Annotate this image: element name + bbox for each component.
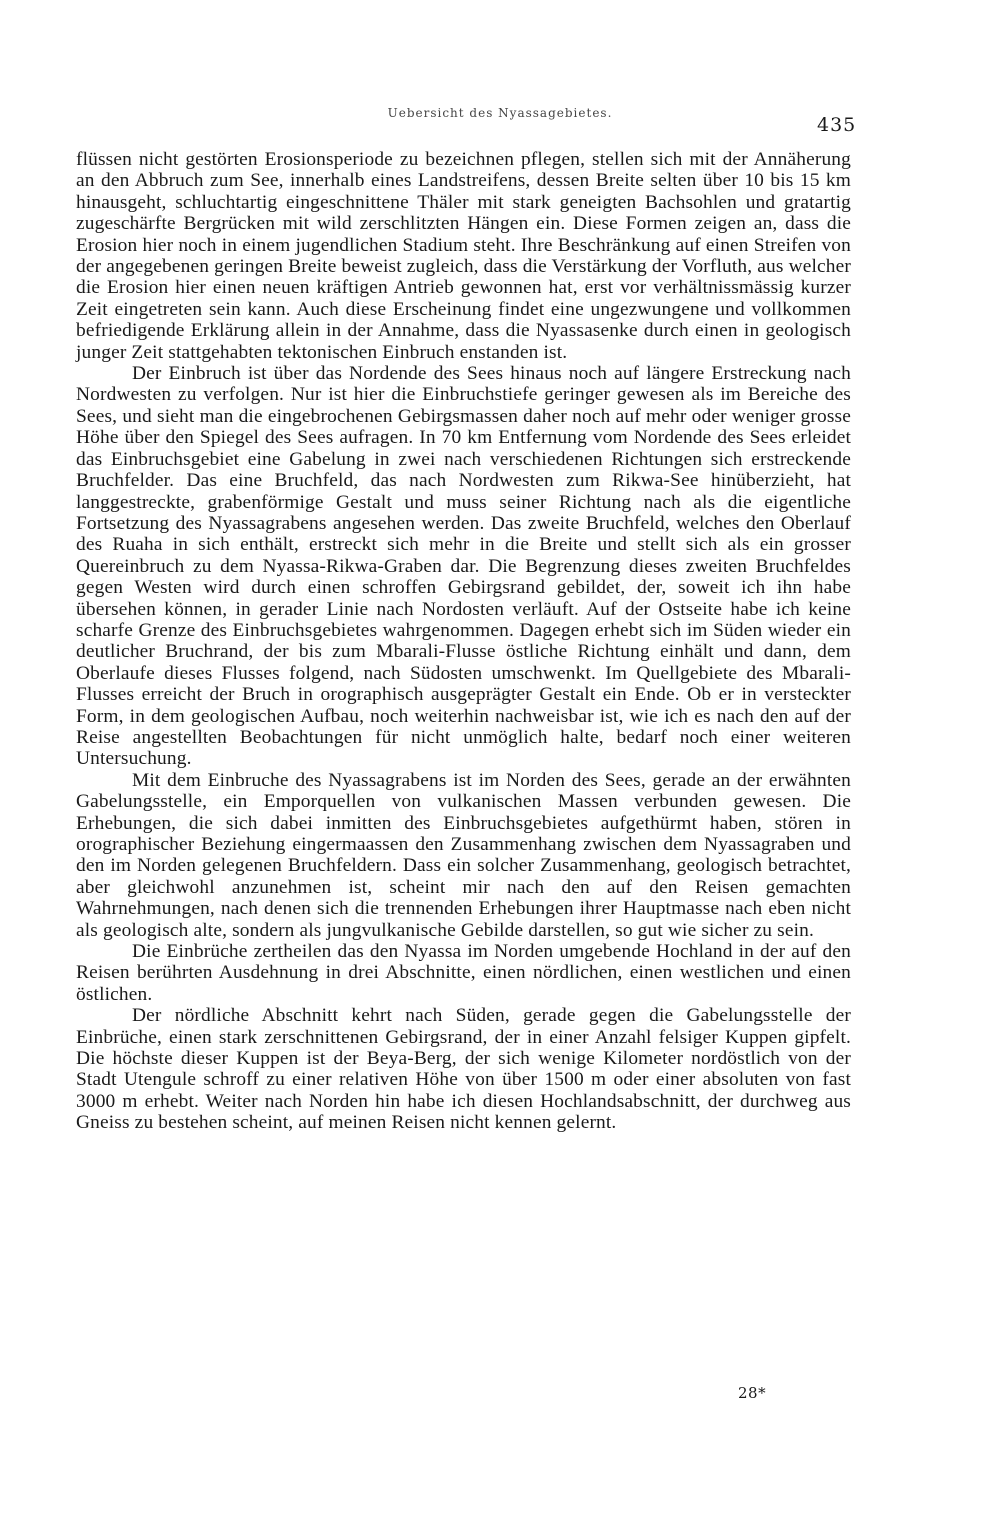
paragraph: Der nördliche Abschnitt kehrt nach Süden, gerade gegen die Gabelungsstelle der Einbrüche, einen stark zerschnittenen Gebirgsrand, der in einer Anzahl felsiger Kuppen gipfelt. Die höchste dieser Kuppen ist der Beya-Berg, der sich wenige Kilometer nordöstlich von der Stadt Utengule schroff zu einer relativen Höhe von über 1500 m oder einer absoluten von fast 3000 m erhebt. Weiter nach Norden hin habe ich diesen Hochlandsabschnitt, der durchweg aus Gneiss zu bestehen scheint, auf meinen Reisen nicht kennen gelernt.: [76, 1005, 851, 1134]
page-number: 435: [817, 114, 857, 136]
running-title: Uebersicht des Nyassagebietes.: [387, 106, 613, 120]
paragraph: Die Einbrüche zertheilen das den Nyassa im Norden umgebende Hochland in der auf den Reisen berührten Ausdehnung in drei Abschnitte, einen nördlichen, einen westlichen und einen östlichen.: [76, 941, 851, 1005]
paragraph: Mit dem Einbruche des Nyassagrabens ist im Norden des Sees, gerade an der erwähnten Gabelungsstelle, ein Emporquellen von vulkanischen Massen verbunden gewesen. Die Erhebungen, die sich dabei inmitten des Einbruchsgebietes aufgethürmt haben, stören in orographischer Beziehung eingermaassen den Zusammenhang zwischen dem Nyassagraben und den im Norden gelegenen Bruchfeldern. Dass ein solcher Zusammenhang, geologisch betrachtet, aber gleichwohl anzunehmen ist, scheint mir nach den auf den Reisen gemachten Wahrnehmungen, nach denen sich die trennenden Erhebungen ihrer Hauptmasse nach eben nicht als geologisch alte, sondern als jungvulkanische Gebilde darstellen, so gut wie sicher zu sein.: [76, 769, 851, 941]
signature-mark: 28*: [738, 1384, 767, 1402]
paragraph: flüssen nicht gestörten Erosionsperiode zu bezeichnen pflegen, stellen sich mit der Annäherung an den Abbruch zum See, innerhalb eines Landstreifens, dessen Breite selten über 10 bis 15 km hinausgeht, schluchtartig eingeschnittene Thäler mit stark geneigten Bachsohlen und gratartig zugeschärfte Bergrücken mit wild zerschlitzten Hängen ein. Diese Formen zeigen an, dass die Erosion hier noch in einem jugendlichen Stadium steht. Ihre Beschränkung auf einen Streifen von der angegebenen geringen Breite beweist zugleich, dass die Verstärkung der Vorfluth, aus welcher die Erosion hier einen neuen kräftigen Antrieb gewonnen hat, erst vor verhältnissmässig kurzer Zeit eingetreten sein kann. Auch diese Erscheinung findet eine ungezwungene und vollkommen befriedigende Erklärung allein in der Annahme, dass die Nyassasenke durch einen in geologisch junger Zeit stattgehabten tektonischen Einbruch enstanden ist.: [76, 149, 851, 363]
paragraph: Der Einbruch ist über das Nordende des Sees hinaus noch auf längere Erstreckung nach Nordwesten zu verfolgen. Nur ist hier die Einbruchstiefe geringer gewesen als im Bereiche des Sees, und sieht man die eingebrochenen Gebirgsmassen daher noch auf mehr oder weniger grosse Höhe über den Spiegel des Sees aufragen. In 70 km Entfernung vom Nordende des Sees erleidet das Einbruchsgebiet eine Gabelung in zwei nach verschiedenen Richtungen sich erstreckende Bruchfelder. Das eine Bruchfeld, das nach Nordwesten zum Rikwa-See hinüberzieht, hat langgestreckte, grabenförmige Gestalt und muss seiner Richtung nach als die eigentliche Fortsetzung des Nyassagrabens angesehen werden. Das zweite Bruchfeld, welches den Oberlauf des Ruaha in sich enthält, erstreckt sich mehr in die Breite und stellt sich als ein grosser Quereinbruch zu dem Nyassa-Rikwa-Graben dar. Die Begrenzung dieses zweiten Bruchfeldes gegen Westen wird durch einen schroffen Gebirgsrand gebildet, der, soweit ich ihn habe übersehen können, in gerader Linie nach Nordosten verläuft. Auf der Ostseite habe ich keine scharfe Grenze des Einbruchsgebietes wahrgenommen. Dagegen erhebt sich im Süden wieder ein deutlicher Bruchrand, der bis zum Mbarali-Flusse östliche Richtung einhält und dann, dem Oberlaufe dieses Flusses folgend, nach Südosten umschwenkt. Im Quellgebiete des Mbarali-Flusses erreicht der Bruch in orographisch ausgeprägter Gestalt ein Ende. Ob er in versteckter Form, in dem geologischen Aufbau, noch weiterhin nachweisbar ist, wie ich es nach den auf der Reise angestellten Beobachtungen für nicht unmöglich halte, bedarf noch einer weiteren Untersuchung.: [76, 363, 851, 770]
body-text: [76, 149, 851, 1134]
